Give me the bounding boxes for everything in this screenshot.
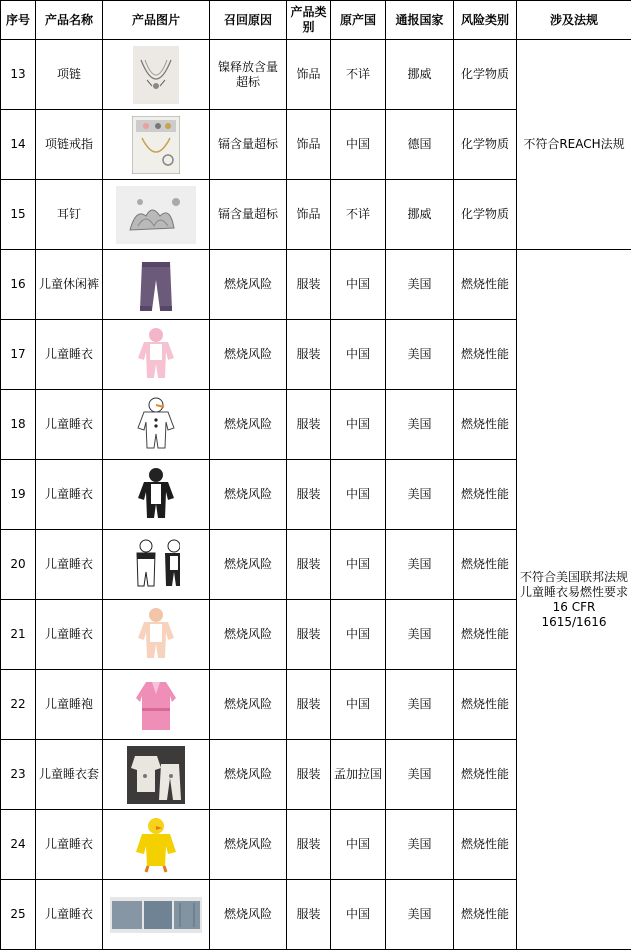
cell-reason: 燃烧风险 xyxy=(210,810,287,880)
cell-origin: 中国 xyxy=(331,810,386,880)
cell-name: 儿童睡衣 xyxy=(36,460,103,530)
cell-image xyxy=(103,810,210,880)
cell-no: 16 xyxy=(1,250,36,320)
cell-category: 服装 xyxy=(287,810,331,880)
cell-risk: 燃烧性能 xyxy=(454,460,517,530)
cell-country: 美国 xyxy=(386,530,454,600)
cell-country: 美国 xyxy=(386,880,454,950)
cell-origin: 中国 xyxy=(331,600,386,670)
cell-regulation: 不符合美国联邦法规儿童睡衣易燃性要求16 CFR 1615/1616 xyxy=(517,250,631,950)
cell-risk: 燃烧性能 xyxy=(454,880,517,950)
pink-robe-photo xyxy=(132,676,180,734)
cell-risk: 燃烧性能 xyxy=(454,390,517,460)
cell-category: 服装 xyxy=(287,880,331,950)
cell-origin: 孟加拉国 xyxy=(331,740,386,810)
cell-no: 17 xyxy=(1,320,36,390)
cell-name: 儿童睡衣 xyxy=(36,390,103,460)
panda-onesies-photo xyxy=(132,536,180,594)
cell-country: 美国 xyxy=(386,740,454,810)
header-origin: 原产国 xyxy=(331,1,386,40)
cell-country: 美国 xyxy=(386,390,454,460)
cell-image xyxy=(103,40,210,110)
cell-image xyxy=(103,250,210,320)
cell-no: 15 xyxy=(1,180,36,250)
cell-category: 服装 xyxy=(287,530,331,600)
cell-origin: 中国 xyxy=(331,530,386,600)
cell-regulation: 不符合REACH法规 xyxy=(517,40,631,250)
cell-name: 儿童睡衣 xyxy=(36,530,103,600)
header-row xyxy=(1,1,631,40)
cell-reason: 燃烧风险 xyxy=(210,670,287,740)
cell-category: 饰品 xyxy=(287,110,331,180)
cell-risk: 燃烧性能 xyxy=(454,250,517,320)
cell-name: 项链 xyxy=(36,40,103,110)
cell-name: 儿童睡衣套 xyxy=(36,740,103,810)
header-regulation: 涉及法规 xyxy=(517,1,631,40)
black-white-onesie-photo xyxy=(132,466,180,524)
cell-origin: 中国 xyxy=(331,670,386,740)
cell-category: 服装 xyxy=(287,460,331,530)
cell-category: 服装 xyxy=(287,390,331,460)
cell-origin: 中国 xyxy=(331,320,386,390)
cell-category: 服装 xyxy=(287,250,331,320)
header-country: 通报国家 xyxy=(386,1,454,40)
cell-origin: 不详 xyxy=(331,40,386,110)
kids-pants-photo xyxy=(132,256,180,314)
cell-risk: 化学物质 xyxy=(454,180,517,250)
necklace-ring-set-photo xyxy=(132,116,180,174)
cell-country: 美国 xyxy=(386,670,454,740)
cell-reason: 镉含量超标 xyxy=(210,180,287,250)
cell-country: 挪威 xyxy=(386,180,454,250)
cell-origin: 中国 xyxy=(331,880,386,950)
cell-origin: 中国 xyxy=(331,390,386,460)
cell-reason: 镉含量超标 xyxy=(210,110,287,180)
cell-category: 饰品 xyxy=(287,40,331,110)
cell-reason: 镍释放含量超标 xyxy=(210,40,287,110)
cell-name: 儿童睡衣 xyxy=(36,320,103,390)
cell-category: 服装 xyxy=(287,740,331,810)
cell-category: 服装 xyxy=(287,320,331,390)
cell-image xyxy=(103,740,210,810)
cell-category: 服装 xyxy=(287,670,331,740)
cell-origin: 中国 xyxy=(331,110,386,180)
cell-image xyxy=(103,880,210,950)
cell-origin: 不详 xyxy=(331,180,386,250)
cell-no: 20 xyxy=(1,530,36,600)
header-image: 产品图片 xyxy=(103,1,210,40)
cell-name: 儿童休闲裤 xyxy=(36,250,103,320)
cell-reason: 燃烧风险 xyxy=(210,600,287,670)
pajama-set-photo xyxy=(127,746,185,804)
cell-no: 19 xyxy=(1,460,36,530)
cell-category: 饰品 xyxy=(287,180,331,250)
peach-onesie-photo xyxy=(132,606,180,664)
cell-risk: 燃烧性能 xyxy=(454,600,517,670)
cell-reason: 燃烧风险 xyxy=(210,390,287,460)
cell-image xyxy=(103,600,210,670)
cell-risk: 燃烧性能 xyxy=(454,530,517,600)
table-row xyxy=(1,40,631,110)
header-category: 产品类别 xyxy=(287,1,331,40)
cell-reason: 燃烧风险 xyxy=(210,530,287,600)
cell-country: 美国 xyxy=(386,460,454,530)
cell-risk: 燃烧性能 xyxy=(454,810,517,880)
cell-image xyxy=(103,670,210,740)
cell-origin: 中国 xyxy=(331,460,386,530)
table-row xyxy=(1,250,631,320)
header-reason: 召回原因 xyxy=(210,1,287,40)
cell-no: 25 xyxy=(1,880,36,950)
cell-name: 儿童睡衣 xyxy=(36,880,103,950)
table-body xyxy=(1,40,631,950)
cell-risk: 化学物质 xyxy=(454,40,517,110)
cell-country: 美国 xyxy=(386,810,454,880)
cell-image xyxy=(103,110,210,180)
cell-reason: 燃烧风险 xyxy=(210,880,287,950)
cell-country: 美国 xyxy=(386,250,454,320)
cell-no: 21 xyxy=(1,600,36,670)
cell-no: 13 xyxy=(1,40,36,110)
cell-image xyxy=(103,530,210,600)
pink-onesie-photo xyxy=(132,326,180,384)
cell-country: 美国 xyxy=(386,320,454,390)
cell-risk: 燃烧性能 xyxy=(454,320,517,390)
blue-pajama-set-photo xyxy=(110,897,202,933)
cell-reason: 燃烧风险 xyxy=(210,250,287,320)
yellow-chick-costume-photo xyxy=(132,816,180,874)
cell-reason: 燃烧风险 xyxy=(210,460,287,530)
cell-risk: 燃烧性能 xyxy=(454,740,517,810)
cell-no: 14 xyxy=(1,110,36,180)
cell-no: 22 xyxy=(1,670,36,740)
necklace-photo xyxy=(133,46,179,104)
cell-name: 儿童睡衣 xyxy=(36,600,103,670)
cell-image xyxy=(103,180,210,250)
cell-country: 德国 xyxy=(386,110,454,180)
header-name: 产品名称 xyxy=(36,1,103,40)
cell-no: 23 xyxy=(1,740,36,810)
earring-photo xyxy=(116,186,196,244)
cell-origin: 中国 xyxy=(331,250,386,320)
cell-country: 挪威 xyxy=(386,40,454,110)
cell-no: 24 xyxy=(1,810,36,880)
cell-image xyxy=(103,460,210,530)
cell-reason: 燃烧风险 xyxy=(210,740,287,810)
cell-reason: 燃烧风险 xyxy=(210,320,287,390)
cell-category: 服装 xyxy=(287,600,331,670)
cell-risk: 化学物质 xyxy=(454,110,517,180)
cell-name: 儿童睡衣 xyxy=(36,810,103,880)
cell-country: 美国 xyxy=(386,600,454,670)
cell-name: 儿童睡袍 xyxy=(36,670,103,740)
header-no: 序号 xyxy=(1,1,36,40)
cell-name: 耳钉 xyxy=(36,180,103,250)
cell-no: 18 xyxy=(1,390,36,460)
header-risk: 风险类别 xyxy=(454,1,517,40)
cell-name: 项链戒指 xyxy=(36,110,103,180)
snowman-onesie-photo xyxy=(132,396,180,454)
cell-image xyxy=(103,320,210,390)
cell-risk: 燃烧性能 xyxy=(454,670,517,740)
cell-image xyxy=(103,390,210,460)
